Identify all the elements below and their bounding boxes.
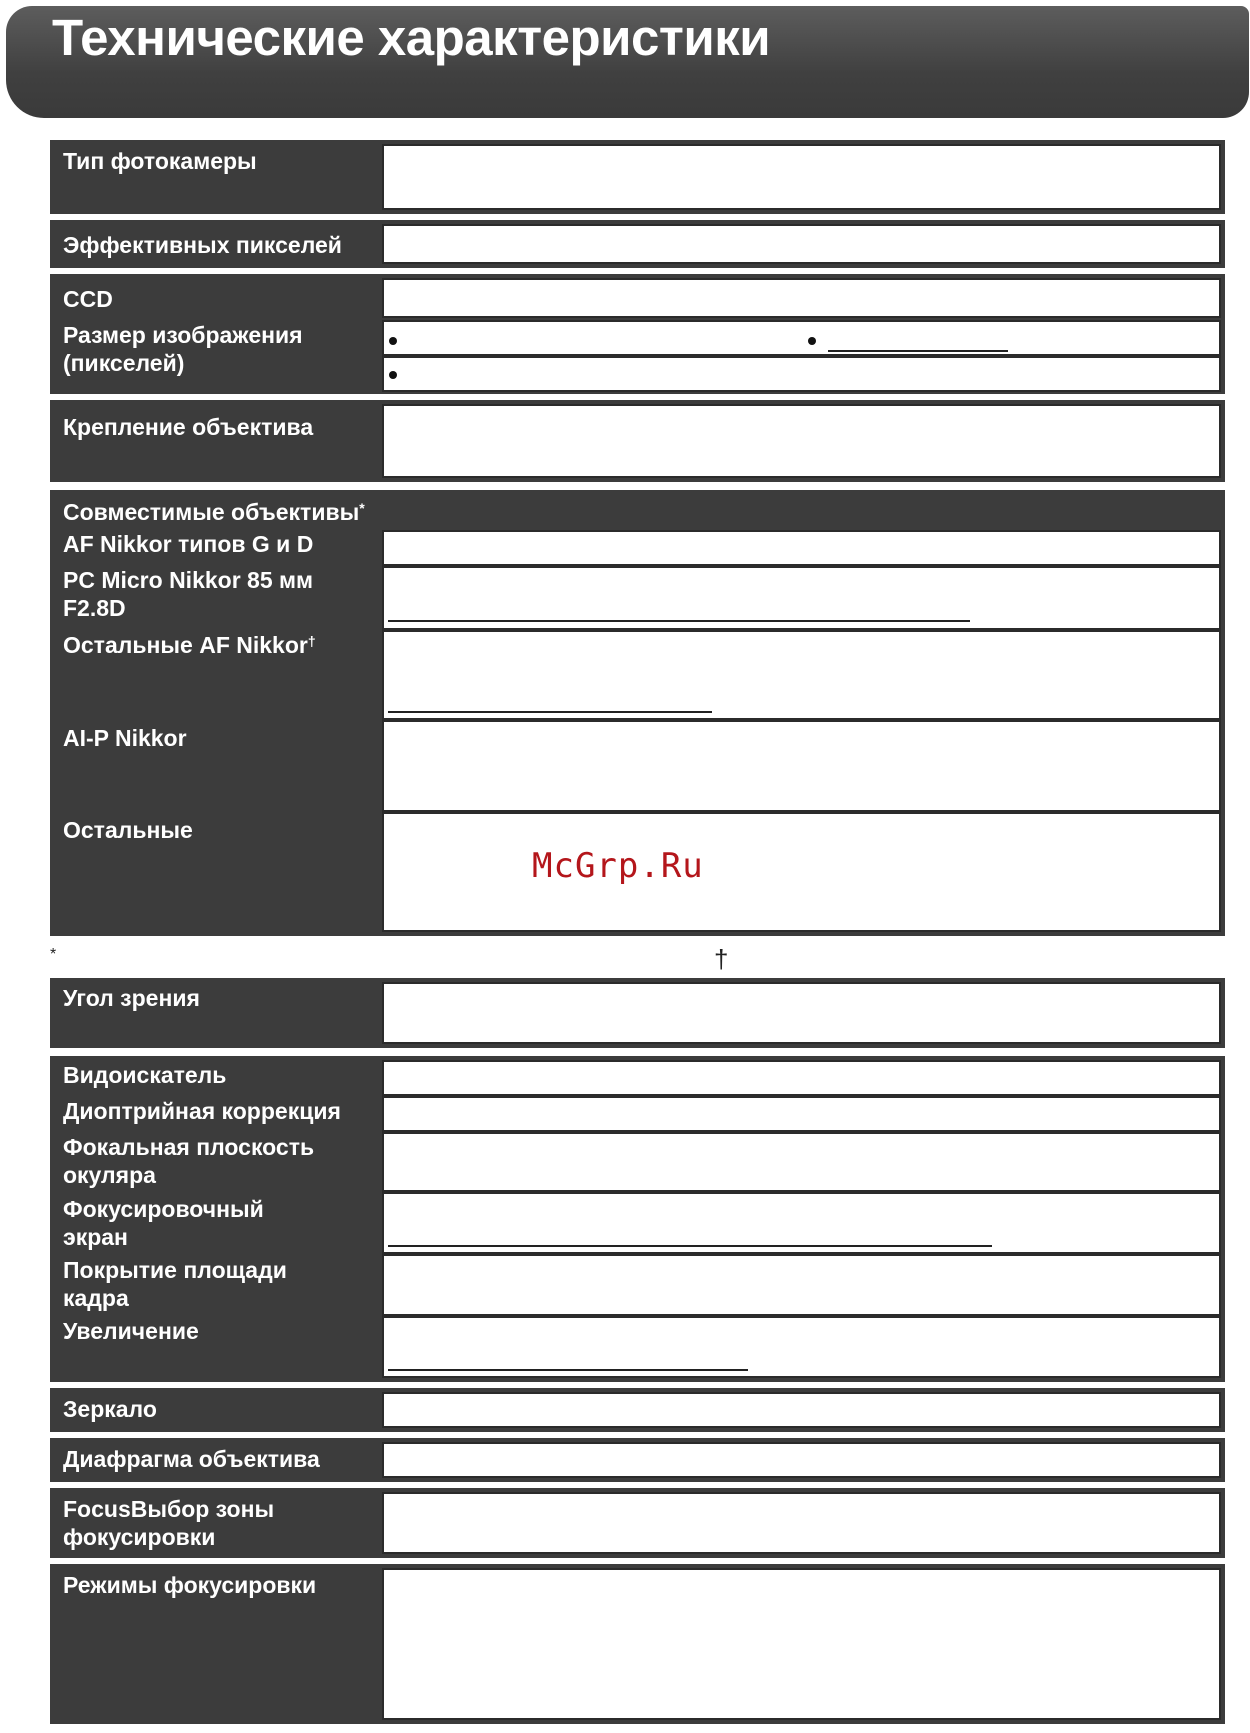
bullet <box>808 337 816 345</box>
value-other-af-nikkor <box>382 630 1221 720</box>
watermark: McGrp.Ru <box>532 846 704 886</box>
value-diopter <box>382 1096 1221 1132</box>
label-focus-modes: Режимы фокусировки <box>63 1572 317 1598</box>
label-lens-mount: Крепление объектива <box>63 414 314 440</box>
label-compatible-lenses-text: Совместимые объективы <box>63 499 360 525</box>
value-aip-nikkor <box>382 720 1221 812</box>
label-angle-of-view: Угол зрения <box>63 985 200 1011</box>
label-pc-micro-line2: F2.8D <box>63 595 126 621</box>
value-lens-aperture <box>382 1442 1221 1478</box>
label-others: Остальные <box>63 817 193 843</box>
label-focus-area-line2: фокусировки <box>63 1524 216 1550</box>
value-lens-mount <box>382 404 1221 478</box>
label-focus-area-line1: FocusВыбор зоны <box>63 1496 275 1522</box>
value-focus-modes <box>382 1568 1221 1720</box>
underline <box>388 1369 748 1371</box>
label-diopter: Диоптрийная коррекция <box>63 1098 341 1124</box>
underline <box>388 620 970 622</box>
label-camera-type: Тип фотокамеры <box>63 148 257 174</box>
value-image-size-row2 <box>382 356 1221 392</box>
label-focus-screen-line1: Фокусировочный <box>63 1196 264 1222</box>
value-angle-of-view <box>382 982 1221 1044</box>
value-others <box>382 812 1221 932</box>
label-lens-aperture: Диафрагма объектива <box>63 1446 320 1472</box>
footnote-dagger: † <box>714 944 729 974</box>
label-effective-pixels: Эффективных пикселей <box>63 232 342 258</box>
value-ccd <box>382 278 1221 318</box>
label-aip-nikkor: AI-P Nikkor <box>63 725 187 751</box>
label-viewfinder: Видоискатель <box>63 1062 227 1088</box>
underline <box>828 350 1008 352</box>
value-focus-area <box>382 1492 1221 1554</box>
label-magnification: Увеличение <box>63 1318 199 1344</box>
bullet <box>389 371 397 379</box>
value-af-nikkor-gd <box>382 530 1221 566</box>
underline <box>388 1245 992 1247</box>
label-other-af-nikkor-text: Остальные AF Nikkor <box>63 632 308 658</box>
page-title: Технические характеристики <box>52 9 771 66</box>
label-af-nikkor-gd: AF Nikkor типов G и D <box>63 531 314 557</box>
value-viewfinder <box>382 1060 1221 1096</box>
label-pc-micro-line1: PC Micro Nikkor 85 мм <box>63 567 314 593</box>
footnote-mark-asterisk: * <box>359 500 365 516</box>
label-frame-coverage-line1: Покрытие площади <box>63 1257 287 1283</box>
label-frame-coverage-line2: кадра <box>63 1285 129 1311</box>
value-camera-type <box>382 144 1221 210</box>
footnote-mark-dagger: † <box>307 633 316 649</box>
value-eyepoint <box>382 1132 1221 1192</box>
label-eyepoint-line1: Фокальная плоскость <box>63 1134 315 1160</box>
value-effective-pixels <box>382 224 1221 264</box>
label-other-af-nikkor <box>63 632 316 659</box>
label-focus-screen-line2: экран <box>63 1224 128 1250</box>
value-image-size-row1 <box>382 320 1221 356</box>
label-image-size-line2: (пикселей) <box>63 350 185 376</box>
label-mirror: Зеркало <box>63 1396 157 1422</box>
bullet <box>389 337 397 345</box>
label-ccd: CCD <box>63 286 113 312</box>
label-compatible-lenses <box>63 499 365 526</box>
footnote-asterisk: * <box>50 946 57 963</box>
value-mirror <box>382 1392 1221 1428</box>
label-image-size-line1: Размер изображения <box>63 322 303 348</box>
label-eyepoint-line2: окуляра <box>63 1162 156 1188</box>
value-frame-coverage <box>382 1254 1221 1316</box>
underline <box>388 711 712 713</box>
